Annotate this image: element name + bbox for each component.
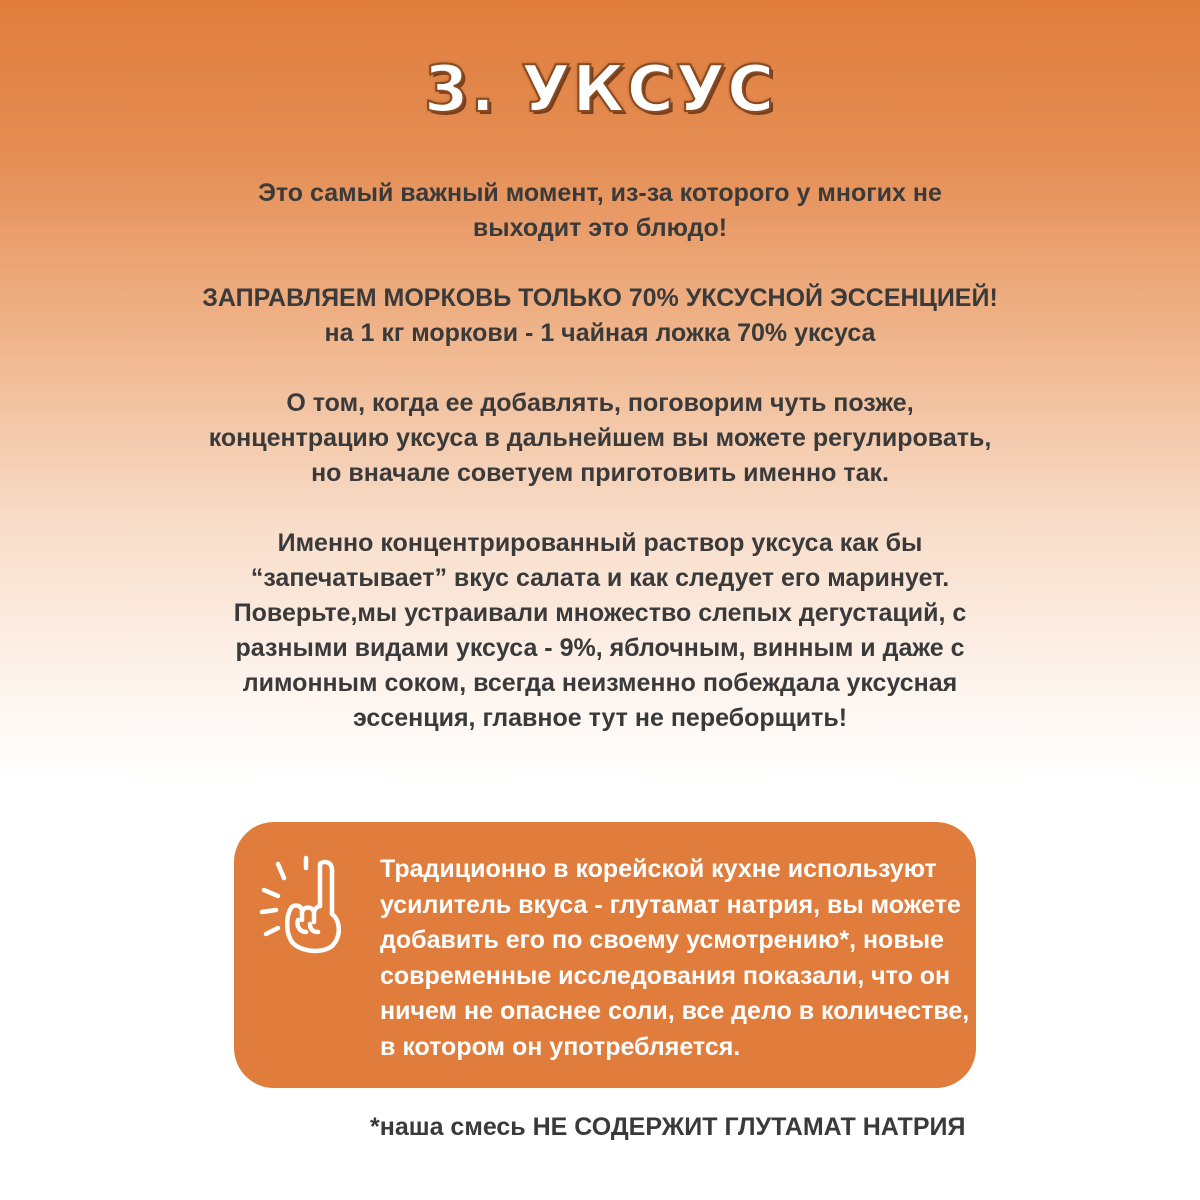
- essence-paragraph: [180, 281, 1020, 351]
- callout-line: Традиционно в корейской кухне используют: [380, 855, 937, 883]
- reasoning-line: Именно концентрированный раствор уксуса как бы: [277, 529, 923, 557]
- reasoning-line: эссенция, главное тут не переборщить!: [352, 704, 848, 732]
- intro-line: выходит это блюдо!: [472, 214, 728, 242]
- reasoning-line: лимонным соком, всегда неизменно побеждала уксусная: [242, 669, 958, 697]
- callout-line: в котором он употребляется.: [380, 1032, 741, 1061]
- timing-line: концентрацию уксуса в дальнейшем вы можете регулировать,: [208, 424, 992, 452]
- timing-line: О том, когда ее добавлять, поговорим чуть позже,: [286, 389, 914, 417]
- essence-line: ЗАПРАВЛЯЕМ МОРКОВЬ ТОЛЬКО 70% УКСУСНОЙ ЭССЕНЦИЕЙ!: [202, 284, 998, 312]
- pointing-finger-icon: [258, 854, 358, 954]
- essence-line: на 1 кг моркови - 1 чайная ложка 70% уксуса: [324, 319, 876, 347]
- callout-box: [234, 822, 976, 1088]
- intro-line: Это самый важный момент, из-за которого у многих не: [258, 179, 942, 207]
- timing-line: но вначале советуем приготовить именно так.: [311, 459, 889, 487]
- timing-paragraph: [180, 386, 1020, 491]
- intro-paragraph: [180, 176, 1020, 246]
- callout-line: ничем не опаснее соли, все дело в количестве,: [380, 997, 970, 1025]
- callout-text: [380, 852, 970, 1065]
- callout-line: усилитель вкуса - глутамат натрия, вы можете: [380, 890, 961, 919]
- reasoning-line: “запечатывает” вкус салата и как следует его маринует.: [250, 564, 950, 592]
- reasoning-line: разными видами уксуса - 9%, яблочным, винным и даже с: [235, 634, 965, 662]
- page-title: 3. УКСУС: [423, 53, 777, 127]
- reasoning-line: Поверьте,мы устраивали множество слепых дегустаций, с: [233, 599, 967, 627]
- callout-line: современные исследования показали, что он: [380, 961, 951, 990]
- reasoning-paragraph: [180, 526, 1020, 736]
- main-text-block: [180, 176, 1020, 771]
- callout-line: добавить его по своему усмотрению*, новые: [380, 926, 944, 954]
- footnote: *наша смесь НЕ СОДЕРЖИТ ГЛУТАМАТ НАТРИЯ: [370, 1113, 966, 1141]
